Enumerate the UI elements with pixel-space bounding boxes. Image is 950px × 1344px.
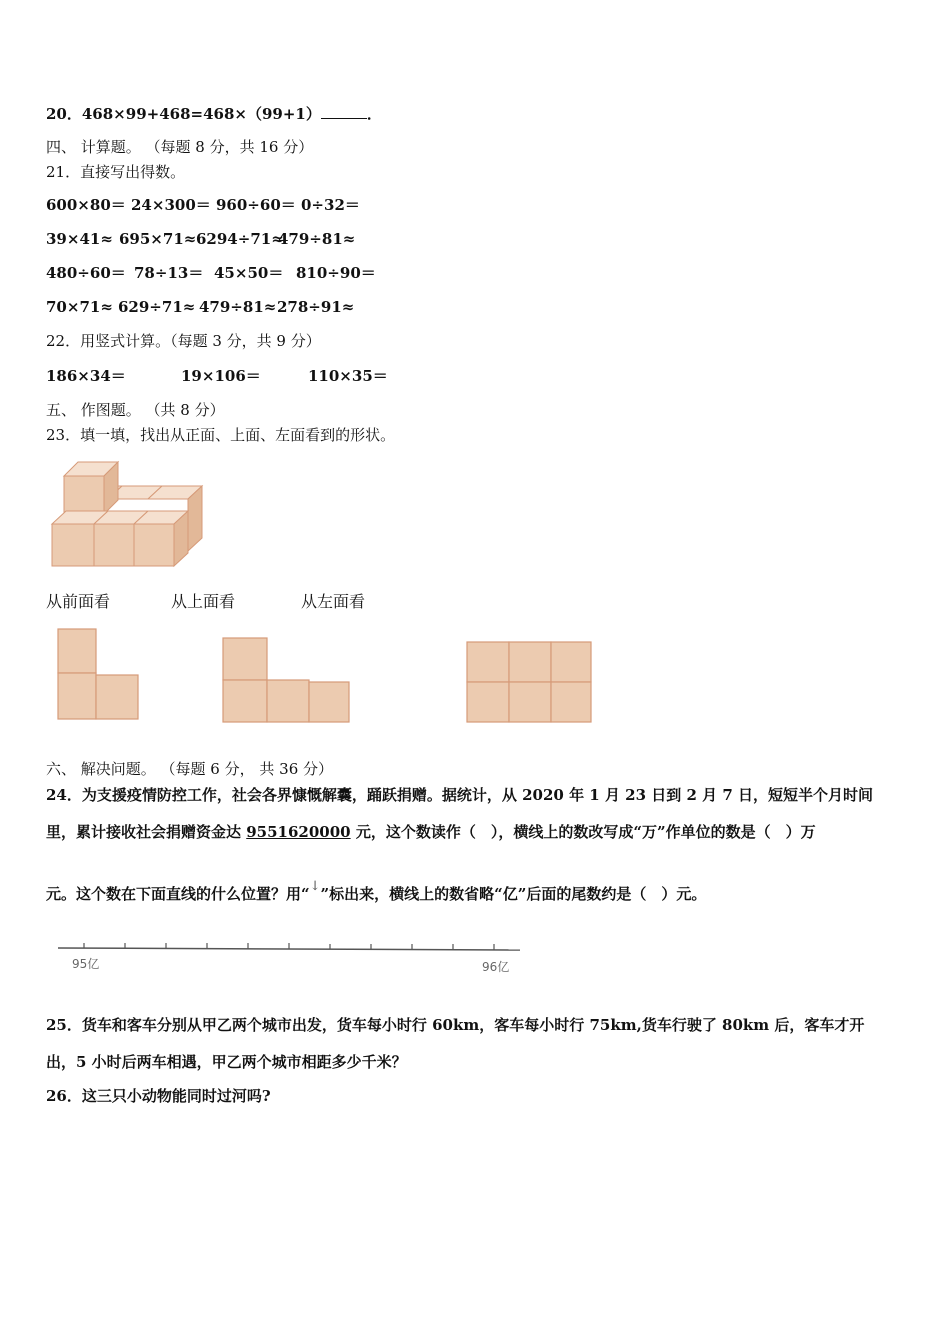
q23-title: 23．填一填，找出从正面、上面、左面看到的形状。 xyxy=(46,426,396,444)
q22-item: 19×106＝ xyxy=(181,367,261,385)
q21-item: 78÷13＝ xyxy=(134,264,204,282)
front-view-figure xyxy=(56,627,142,721)
q21-item: 480÷60＝ xyxy=(46,264,126,282)
q25-line-1: 25．货车和客车分别从甲乙两个城市出发，货车每小时行 60km，客车每小时行 75km,货车行驶了 80km 后，客车才开 xyxy=(46,1016,865,1034)
q20-text: 20．468×99+468=468×（99+1） xyxy=(46,105,321,123)
q21-item: 695×71≈ xyxy=(119,230,197,248)
q22-title: 22．用竖式计算。（每题 3 分，共 9 分） xyxy=(46,332,321,350)
q21-row-1 xyxy=(46,195,360,215)
q21-item: 278÷91≈ xyxy=(277,298,355,316)
q24-number: 9551620000 xyxy=(246,823,351,841)
q22-item: 186×34＝ xyxy=(46,367,126,385)
q21-item: 45×50＝ xyxy=(214,264,284,282)
q24-line-1: 24．为支援疫情防控工作，社会各界慷慨解囊，踊跃捐赠。据统计，从 2020 年 1 月 23 日到 2 月 7 日，短短半个月时间 xyxy=(46,786,874,804)
section-5-title: 五、 作图题。 （共 8 分） xyxy=(46,401,225,419)
cube-stack-figure xyxy=(48,458,208,573)
left-view-figure xyxy=(465,640,595,724)
q21-item: 629÷71≈ xyxy=(118,298,196,316)
q21-item: 39×41≈ xyxy=(46,230,113,248)
view-label-front: 从前面看 xyxy=(46,592,111,611)
q21-item: 960÷60＝ xyxy=(216,196,296,214)
q21-row-3 xyxy=(46,263,376,283)
q21-item: 0÷32＝ xyxy=(301,196,360,214)
q21-item: 810÷90＝ xyxy=(296,264,376,282)
q26-text: 26．这三只小动物能同时过河吗? xyxy=(46,1087,271,1105)
q22-item: 110×35＝ xyxy=(308,367,388,385)
q21-item: 479÷81≈ xyxy=(278,230,356,248)
q22-items xyxy=(46,366,388,386)
down-arrow-icon: ↓ xyxy=(309,879,321,894)
q25-line-2: 出，5 小时后两车相遇，甲乙两个城市相距多少千米？ xyxy=(46,1053,407,1071)
q21-item: 479÷81≈ xyxy=(199,298,277,316)
q21-row-4 xyxy=(46,297,354,317)
q21-title: 21．直接写出得数。 xyxy=(46,163,186,181)
q24-line-3 xyxy=(46,879,707,906)
q20-line xyxy=(46,104,382,124)
q20-tail: ． xyxy=(366,105,382,123)
q21-item: 600×80＝ xyxy=(46,196,126,214)
q24-line-3-a: 元。这个数在下面直线的什么位置？用“ xyxy=(46,885,310,903)
q20-answer-blank[interactable] xyxy=(321,104,367,119)
section-4-title: 四、 计算题。 （每题 8 分，共 16 分） xyxy=(46,138,314,156)
axis-label-end: 96亿 xyxy=(482,960,510,974)
q24-line-3-b: ”标出来，横线上的数省略“亿”后面的尾数约是（ ）元。 xyxy=(320,885,707,903)
section-6-title: 六、 解决问题。 （每题 6 分， 共 36 分） xyxy=(46,760,334,778)
number-line xyxy=(58,938,538,978)
view-label-left: 从左面看 xyxy=(301,592,366,611)
top-view-figure xyxy=(221,636,351,724)
q21-row-2 xyxy=(46,229,355,249)
q24-line-2-a: 里，累计接收社会捐赠资金达 xyxy=(46,823,247,841)
q21-item: 6294÷71≈ xyxy=(196,230,284,248)
view-label-top: 从上面看 xyxy=(171,592,236,611)
q21-item: 70×71≈ xyxy=(46,298,113,316)
q21-item: 24×300＝ xyxy=(131,196,211,214)
q24-line-2-b: 元，这个数读作（ ），横线上的数改写成“万”作单位的数是（ ）万 xyxy=(350,823,816,841)
q24-line-2 xyxy=(46,822,816,842)
axis-label-start: 95亿 xyxy=(72,957,100,971)
